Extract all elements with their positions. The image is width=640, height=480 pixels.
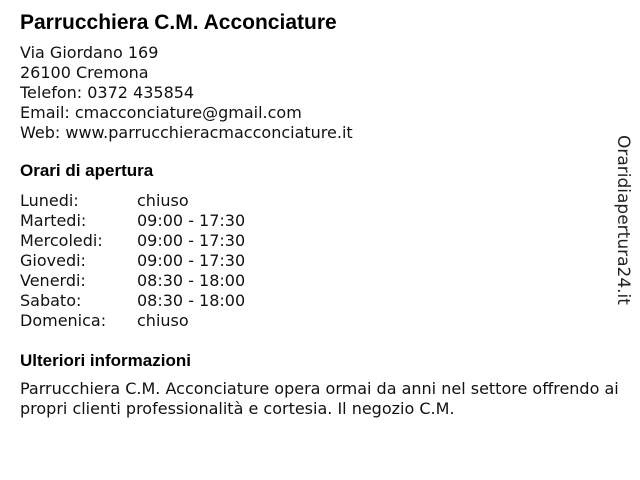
hours-day: Domenica: bbox=[20, 311, 107, 330]
address-line-1: Via Giordano 169 bbox=[20, 43, 159, 62]
hours-table bbox=[20, 191, 620, 331]
info-heading: Ulteriori informazioni bbox=[20, 351, 191, 370]
hours-day: Lunedi: bbox=[20, 191, 79, 210]
hours-day: Sabato: bbox=[20, 291, 82, 310]
hours-row-domenica bbox=[20, 311, 620, 331]
email-line: Email: cmacconciature@gmail.com bbox=[20, 103, 302, 122]
business-name: Parrucchiera C.M. Acconciature bbox=[20, 11, 337, 34]
hours-time: 08:30 - 18:00 bbox=[137, 291, 246, 310]
hours-day: Venerdi: bbox=[20, 271, 86, 290]
hours-row-venerdi bbox=[20, 271, 620, 291]
hours-time: chiuso bbox=[137, 191, 189, 210]
hours-time: 09:00 - 17:30 bbox=[137, 231, 246, 250]
web-line: Web: www.parrucchieracmacconciature.it bbox=[20, 123, 353, 142]
hours-day: Giovedi: bbox=[20, 251, 86, 270]
hours-row-sabato bbox=[20, 291, 620, 311]
info-description: Parrucchiera C.M. Acconciature opera ormai da anni nel settore offrendo ai propri clienti professionalità e cortesia. Il negozio C.M. bbox=[20, 379, 619, 418]
hours-heading: Orari di apertura bbox=[20, 161, 154, 180]
hours-row-lunedi bbox=[20, 191, 620, 211]
hours-row-mercoledi bbox=[20, 231, 620, 251]
hours-row-giovedi bbox=[20, 251, 620, 271]
hours-time: 09:00 - 17:30 bbox=[137, 251, 246, 270]
hours-day: Mercoledi: bbox=[20, 231, 103, 250]
hours-row-martedi bbox=[20, 211, 620, 231]
hours-day: Martedi: bbox=[20, 211, 87, 230]
hours-time: 08:30 - 18:00 bbox=[137, 271, 246, 290]
contact-block bbox=[20, 43, 620, 143]
hours-time: chiuso bbox=[137, 311, 189, 330]
business-card bbox=[20, 10, 620, 419]
hours-time: 09:00 - 17:30 bbox=[137, 211, 246, 230]
phone-line: Telefon: 0372 435854 bbox=[20, 83, 195, 102]
address-line-2: 26100 Cremona bbox=[20, 63, 149, 82]
site-watermark: Oraridiapertura24.it bbox=[613, 135, 633, 305]
